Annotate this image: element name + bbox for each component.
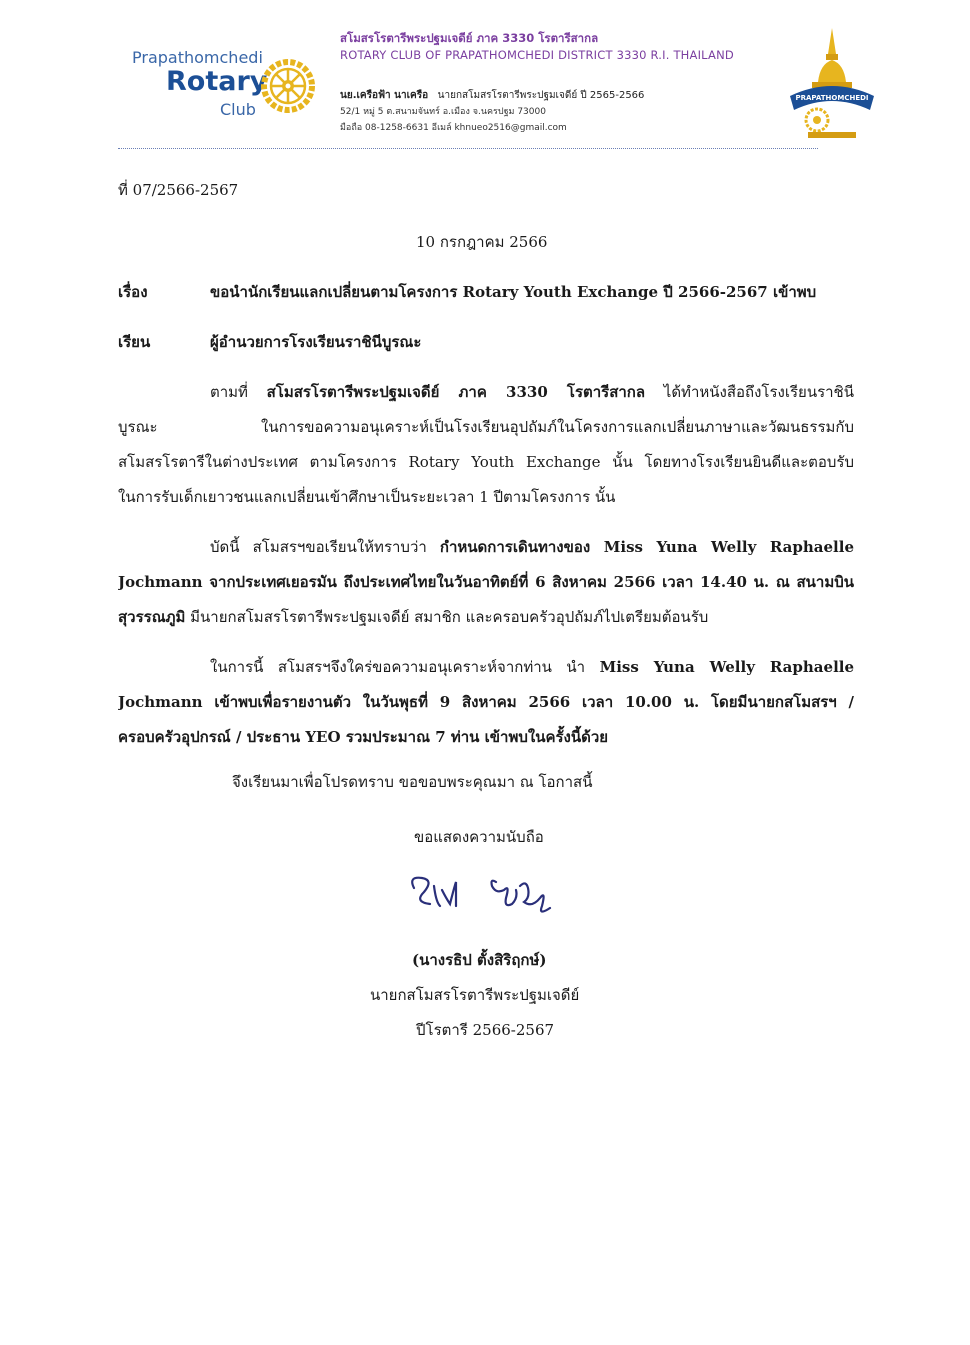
p2-airport: สุวรรณภูมิ <box>118 608 186 626</box>
letterhead-text <box>340 30 780 136</box>
regards: ขอแสดงความนับถือ <box>414 828 544 846</box>
signer-rotary-year: ปีโรตารี 2566-2567 <box>416 1021 555 1039</box>
paragraph-3-line-2: Jochmann เข้าพบเพื่อรายงานตัว ในวันพุธที่ 9 สิงหาคม 2566 เวลา 10.00 น. โดยมีนายกสโมสรฯ / <box>118 693 854 711</box>
org-name-thai: สโมสรโรตารีพระปฐมเจดีย์ ภาค 3330 โรตารีสากล <box>340 31 599 45</box>
p3-student-name: Miss Yuna Welly Raphaelle <box>599 658 854 676</box>
recipient-label: เรียน <box>118 333 151 351</box>
rotary-wheel-icon <box>258 56 318 116</box>
president-line <box>340 88 780 104</box>
header-divider <box>118 148 818 149</box>
paragraph-3-line-3: ครอบครัวอุปกรณ์ / ประธาน YEO รวมประมาณ 7 ท่าน เข้าพบในครั้งนี้ด้วย <box>118 728 609 746</box>
org-name-english: ROTARY CLUB OF PRAPATHOMCHEDI DISTRICT 3330 R.I. THAILAND <box>340 48 734 62</box>
p2-text-b: มีนายกสโมสรโรตารีพระปฐมเจดีย์ สมาชิก และครอบครัวอุปถัมภ์ไปเตรียมต้อนรับ <box>185 608 709 626</box>
p2-travel-schedule: กำหนดการเดินทางของ Miss Yuna Welly Raphaelle <box>439 538 854 556</box>
paragraph-3-line-1 <box>118 650 854 685</box>
president-name: นย.เครือฟ้า นาเครือ <box>340 90 429 101</box>
paragraph-1 <box>118 375 854 515</box>
handwritten-signature <box>400 868 565 928</box>
logo-club-name: Prapathomchedi <box>132 48 263 67</box>
logo-club-word: Club <box>220 100 256 119</box>
signer-title: นายกสโมสรโรตารีพระปฐมเจดีย์ <box>370 986 580 1004</box>
club-address: 52/1 หมู่ 5 ต.สนามจันทร์ อ.เมือง จ.นครปฐม 73000 <box>340 107 546 117</box>
p1-text-c: ได้ทำหนังสือถึงโรงเรียนราชินี <box>645 383 854 401</box>
paragraph-1-line-4: ในการรับเด็กเยาวชนแลกเปลี่ยนเข้าศึกษาเป็นระยะเวลา 1 ปีตามโครงการ นั้น <box>118 488 616 506</box>
document-number: ที่ 07/2566-2567 <box>118 181 239 199</box>
paragraph-2 <box>118 530 854 635</box>
subject-label: เรื่อง <box>118 283 148 301</box>
club-contact: มือถือ 08-1258-6631 อีเมล์ khnueo2516@gmail.com <box>340 123 567 133</box>
badge-banner-text: PRAPATHOMCHEDI <box>795 94 869 102</box>
paragraph-1-line-1 <box>118 375 854 410</box>
paragraph-3 <box>118 650 854 755</box>
paragraph-2-line-1 <box>118 530 854 565</box>
paragraph-2-line-2: Jochmann จากประเทศเยอรมัน ถึงประเทศไทยในวันอาทิตย์ที่ 6 สิงหาคม 2566 เวลา 14.40 น. ณ สนามบิน <box>118 573 854 591</box>
closing-sentence: จึงเรียนมาเพื่อโปรดทราบ ขอขอบพระคุณมา ณ โอกาสนี้ <box>232 773 593 791</box>
p2-text-a: บัดนี้ สโมสรฯขอเรียนให้ทราบว่า <box>210 538 440 556</box>
paragraph-1-line-3: สโมสรโรตารีในต่างประเทศ ตามโครงการ Rotary Youth Exchange นั้น โดยทางโรงเรียนยินดีและตอบรับ <box>118 453 854 471</box>
subject-text: ขอนำนักเรียนแลกเปลี่ยนตามโครงการ Rotary Youth Exchange ปี 2566-2567 เข้าพบ <box>210 283 817 301</box>
recipient-text: ผู้อำนวยการโรงเรียนราชินีบูรณะ <box>210 333 422 351</box>
logo-rotary-word: Rotary <box>166 66 268 97</box>
paragraph-1-line-2: บูรณะ ในการขอความอนุเคราะห์เป็นโรงเรียนอุปถัมภ์ในโครงการแลกเปลี่ยนภาษาและวัฒนธรรมกับ <box>118 418 854 436</box>
p1-club-name: สโมสรโรตารีพระปฐมเจดีย์ ภาค 3330 โรตารีสากล <box>266 383 646 401</box>
p3-text-a: ในการนี้ สโมสรฯจึงใคร่ขอความอนุเคราะห์จากท่าน นำ <box>210 658 600 676</box>
rotary-club-logo <box>128 46 323 126</box>
prapathomchedi-chedi-logo <box>782 24 882 142</box>
letter-date: 10 กรกฎาคม 2566 <box>416 233 548 251</box>
p1-text-a: ตามที่ <box>210 383 267 401</box>
signer-name: (นางรธิป ตั้งสิริฤกษ์) <box>412 951 547 969</box>
paragraph-2-line-3 <box>118 600 854 635</box>
president-title: นายกสโมสรโรตารีพระปฐมเจดีย์ ปี 2565-2566 <box>437 90 645 101</box>
